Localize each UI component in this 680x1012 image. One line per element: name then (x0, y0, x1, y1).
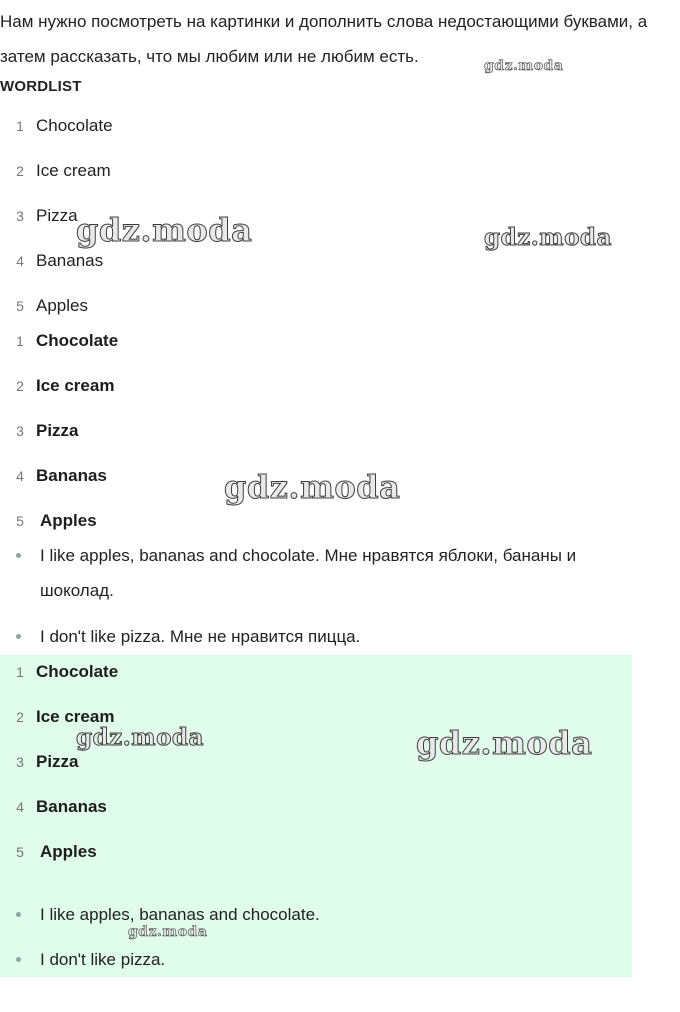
watermark-logo: gdz.moda (484, 224, 612, 251)
item-number: 4 (16, 799, 24, 815)
watermark-logo: gdz.moda (224, 468, 401, 506)
item-text: Pizza (36, 421, 79, 440)
item-number: 3 (16, 208, 24, 224)
bullet-dot (16, 957, 21, 962)
bullet-dot (16, 912, 21, 917)
watermark-logo: gdz.moda (76, 724, 204, 751)
item-text: Chocolate (36, 116, 113, 135)
watermark-logo: gdz.moda (484, 58, 564, 74)
watermark-logo: gdz.moda (128, 924, 208, 940)
item-number: 3 (16, 423, 24, 439)
bullet-text: I like apples, bananas and chocolate. (40, 905, 320, 924)
watermark-logo: gdz.moda (416, 724, 593, 762)
item-text: Apples (40, 511, 97, 530)
item-text: Bananas (36, 466, 107, 485)
item-text: Apples (40, 842, 97, 861)
item-number: 3 (16, 754, 24, 770)
item-text: Apples (36, 296, 88, 315)
item-text: Chocolate (36, 662, 119, 681)
item-text: Bananas (36, 797, 107, 816)
item-text: Ice cream (36, 161, 111, 180)
item-text: Pizza (36, 752, 79, 771)
bullet-text: I like apples, bananas and chocolate. Мне нравятся яблоки, бананы и шоколад. (40, 546, 577, 600)
item-text: Bananas (36, 251, 104, 270)
item-number: 5 (16, 513, 24, 529)
item-number: 2 (16, 709, 24, 725)
watermark-logo: gdz.moda (76, 211, 253, 249)
item-text: Pizza (36, 206, 78, 225)
bullet-text: I don't like pizza. Мне не нравится пицца. (40, 627, 361, 646)
item-number: 2 (16, 163, 24, 179)
item-text: Ice cream (36, 707, 115, 726)
item-text: Chocolate (36, 331, 119, 350)
bullet-dot (16, 634, 21, 639)
wordlist-heading: WORDLIST (0, 78, 82, 95)
item-number: 1 (16, 333, 24, 349)
item-number: 1 (16, 664, 24, 680)
intro-text: Нам нужно посмотреть на картинки и дополнить слова недостающими буквами, а затем рассказать, что мы любим или не любим есть. (0, 12, 648, 66)
item-number: 4 (16, 468, 24, 484)
item-number: 5 (16, 298, 24, 314)
item-text: Ice cream (36, 376, 115, 395)
item-number: 4 (16, 253, 24, 269)
bullet-text: I don't like pizza. (40, 950, 166, 969)
item-number: 2 (16, 378, 24, 394)
item-number: 1 (16, 118, 24, 134)
item-number: 5 (16, 844, 24, 860)
bullet-dot (16, 553, 21, 558)
